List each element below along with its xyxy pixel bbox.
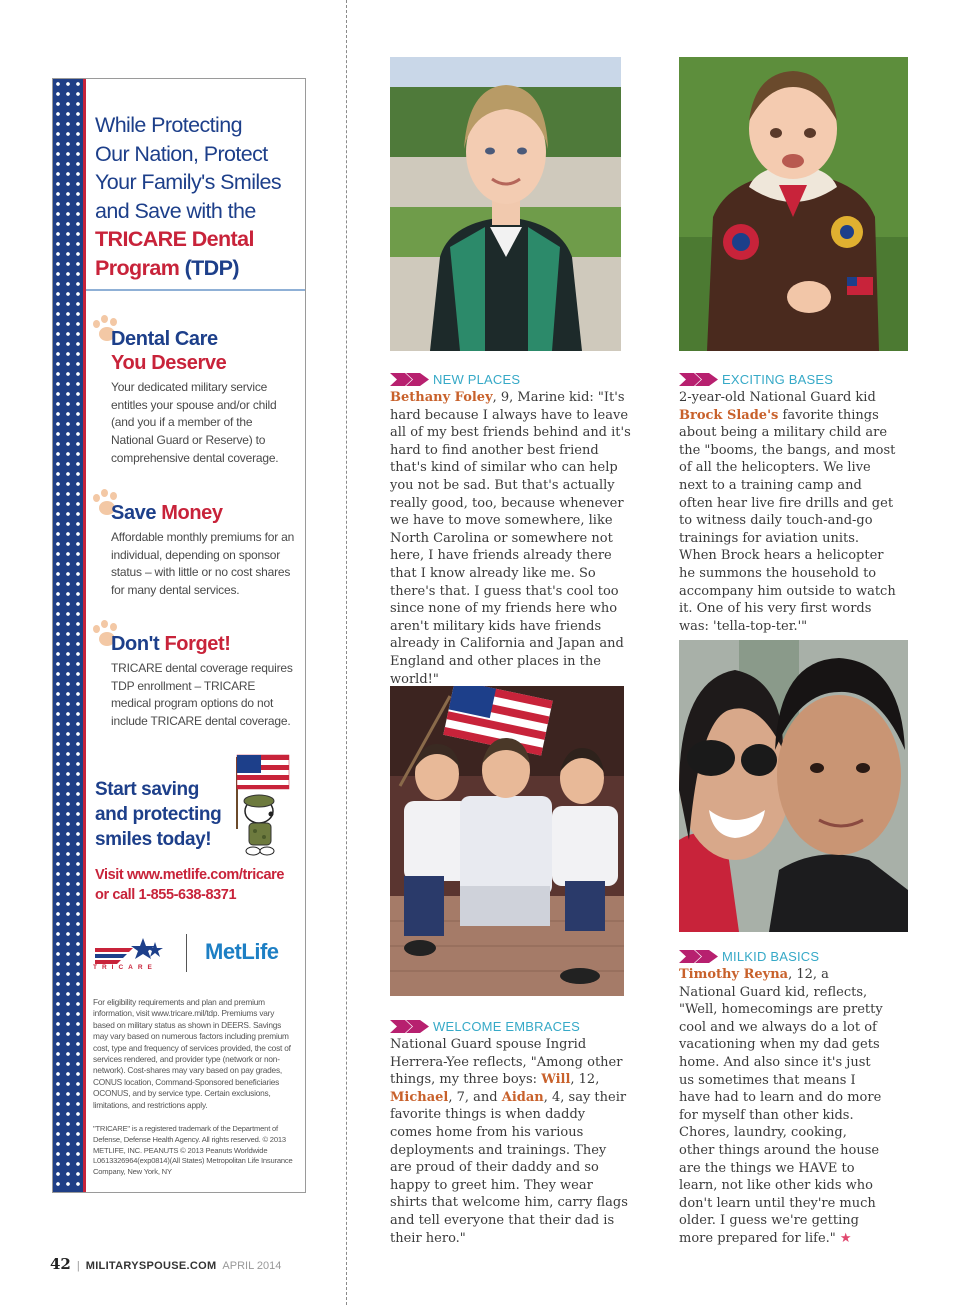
tricare-wordmark: TRICARE <box>93 964 157 971</box>
section-heading: WELCOME EMBRACES <box>390 1018 630 1035</box>
ad-section-save-money: Save Money Affordable monthly premiums for an individual, depending on sponsor status – with little or no cost shares for many dental services. <box>111 502 295 598</box>
person-name: Timothy Reyna <box>679 967 789 982</box>
ad-star-stripe <box>53 79 83 1192</box>
logo-divider <box>186 934 187 972</box>
ad-red-rule <box>83 79 86 1192</box>
phone-number[interactable]: or call 1-855-638-8371 <box>95 887 237 903</box>
metlife-logo: MetLife <box>205 939 279 964</box>
section-heading: MILKID BASICS <box>679 948 884 965</box>
person-name: Brock Slade's <box>679 407 779 423</box>
site-link[interactable]: MILITARYSPOUSE.COM <box>85 1260 217 1272</box>
ad-trademark-print: "TRICARE" is a registered trademark of the Department of Defense, Defense Health Agency. All rights reserved. © 2013 METLIFE, INC. PEANUTS © 2013 Peanuts Worldwide L0613326964(exp0814)(All States) Metropolitan Life Insurance Company, New York, NY <box>93 1124 293 1177</box>
ad-cta: Start saving and protecting smiles today! <box>95 779 222 850</box>
page-number: 42 <box>50 1255 71 1273</box>
ad-contact <box>95 865 305 905</box>
person-name: Bethany Foley <box>390 390 493 405</box>
person-name: Will <box>541 1072 571 1088</box>
person-name: Michael <box>390 1089 449 1105</box>
photo-brock-slade <box>679 57 908 351</box>
issue-date: APRIL 2014 <box>222 1260 282 1272</box>
page-footer <box>50 1255 281 1273</box>
double-arrow-icon <box>390 372 430 387</box>
ad-headline: While Protecting Our Nation, Protect Your Family's Smiles and Save with the TRICARE Dental Program (TDP) <box>95 113 282 280</box>
article-new-places: NEW PLACES Bethany Foley, 9, Marine kid: "It's hard because I always have to leave all of my best friends behind and it's hard to find another best friend that's kind of similar who can help you not be sad. But that's actually really good, too, because whenever we have to move somewhere, like North Carolina or somewhere not here, I have friends already there that I know already like me. So there's that. I guess that's cool too since none of my friends here who aren't military kids have friends already in California and Japan and England and other places in the world!" <box>390 371 635 688</box>
double-arrow-icon <box>679 372 719 387</box>
tricare-dental-ad[interactable] <box>52 78 306 1193</box>
article-welcome-embraces: WELCOME EMBRACES National Guard spouse Ingrid Herrera-Yee reflects, "Among other things, my three boys: Will, 12, Michael, 7, and Aidan, 4, say their favorite things is when daddy comes home from his various deployments and trainings. They are proud of their daddy and so happy to greet him. They wear shirts that welcome him, carry flags and tell everyone that their dad is their hero." <box>390 1018 630 1247</box>
section-heading: EXCITING BASES <box>679 371 897 388</box>
double-arrow-icon <box>390 1019 430 1034</box>
snoopy-flag-icon <box>229 749 299 861</box>
ad-section-dental-care: Dental Care You Deserve Your dedicated military service entitles your spouse and/or child (and you if a member of the National Guard or Reserve) to comprehensive dental coverage. <box>111 328 279 465</box>
end-star-icon: ★ <box>839 1230 852 1246</box>
ad-divider <box>86 289 306 291</box>
photo-bethany-foley <box>390 57 621 351</box>
article-exciting-bases: EXCITING BASES 2-year-old National Guard kid Brock Slade's favorite things about being a military child are the "booms, the bangs, and most of all the helicopters. We live next to a training camp and often hear live fire drills and get to witness daily touch-and-go trainings for aviation units. When Brock hears a helicopter he summons the household to accompany him outside to watch it. One of his very first words was: 'tella-top-ter.'" <box>679 371 896 634</box>
ad-fine-print: For eligibility requirements and plan and premium information, visit www.tricare.mil/tdp. Premiums vary based on military status as shown in DEERS. Savings may vary based on numerous factors including premium cost, type and frequency of services provided, the cost of services rendered, and provider type (network or non-network). Cost-shares may vary based on pay grades, CONUS location, Command-Sponsored beneficiaries OCONUS, and by service type. Certain exclusions, limitations, and restrictions apply. <box>93 997 291 1110</box>
section-heading: NEW PLACES <box>390 371 635 388</box>
double-arrow-icon <box>679 949 719 964</box>
column-divider <box>346 0 347 1305</box>
article-milkid-basics: MILKID BASICS Timothy Reyna, 12, a National Guard kid, reflects, "Well, homecomings are pretty cool and we always do a lot of vacationing when my dad gets home. And also since it's just us sometimes that means I have had to learn and do more for myself than other kids. Chores, laundry, cooking, other things around the house are the things we HAVE to learn, not like other kids who don't learn until they're much older. I guess we're getting more prepared for life." ★ <box>679 948 883 1246</box>
metlife-link[interactable]: Visit www.metlife.com/tricare <box>95 867 285 883</box>
footer-separator: | <box>76 1260 80 1272</box>
photo-herrera-yee-boys <box>390 686 624 996</box>
ad-section-dont-forget: Don't Forget! TRICARE dental coverage requires TDP enrollment – TRICARE medical program options do not include TRICARE dental coverage. <box>111 633 293 729</box>
photo-timothy-reyna <box>679 640 908 932</box>
person-name: Aidan <box>501 1089 544 1105</box>
